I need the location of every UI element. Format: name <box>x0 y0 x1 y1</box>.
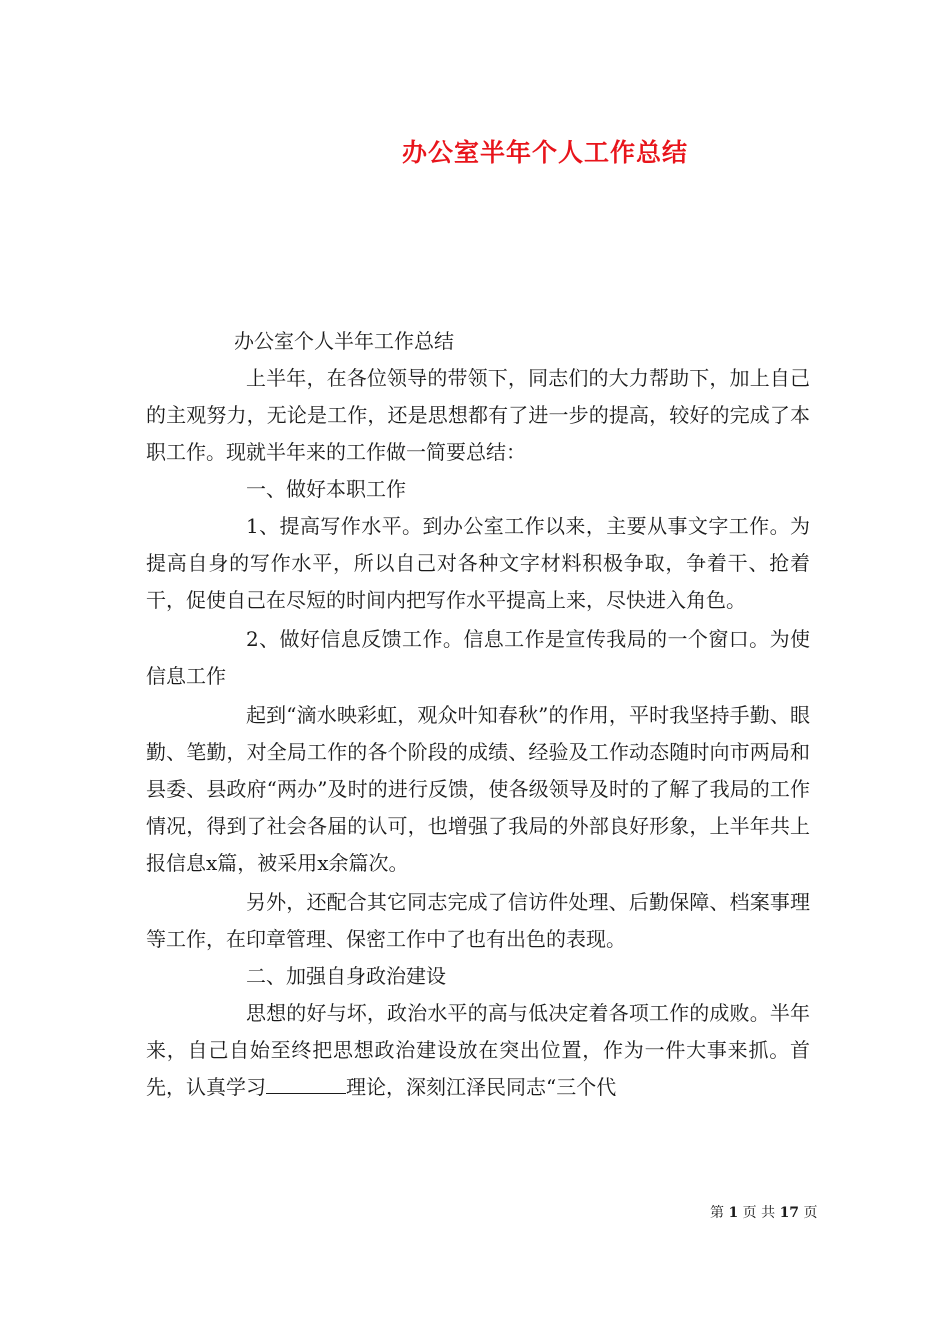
page-footer <box>710 1202 818 1222</box>
document-body <box>146 323 810 1106</box>
footer-total-pages: 17 <box>779 1205 800 1221</box>
paragraph-1-4: 另外，还配合其它同志完成了信访件处理、后勤保障、档案事理等工作，在印章管理、保密工作中了也有出色的表现。 <box>146 890 810 951</box>
paragraph-2-1 <box>146 995 810 1106</box>
document-subtitle: 办公室个人半年工作总结 <box>234 329 454 353</box>
paragraph-2-1-start: 思想的好与坏，政治水平的高与低决定着各项工作的成败。半年来，自己自始至终把思想政治建设放在突出位置，作为一件大事来抓。首先，认真学习 <box>146 1001 810 1099</box>
footer-prefix: 第 <box>710 1205 724 1221</box>
fill-in-blank <box>266 1075 346 1094</box>
document-title: 办公室半年个人工作总结 <box>401 138 688 167</box>
footer-page-number: 1 <box>728 1205 739 1221</box>
paragraph-1-1: 1、提高写作水平。到办公室工作以来，主要从事文字工作。为提高自身的写作水平，所以自己对各种文字材料积极争取，争着干、抢着干，促使自己在尽短的时间内把写作水平提高上来，尽快进入角色。 <box>146 514 810 612</box>
paragraph-2-1-end: 理论，深刻江泽民同志“三个代 <box>346 1075 617 1099</box>
section-heading-2: 二、加强自身政治建设 <box>246 964 446 988</box>
footer-middle: 页 共 <box>742 1205 776 1221</box>
paragraph-1-2: 2、做好信息反馈工作。信息工作是宣传我局的一个窗口。为使信息工作 <box>146 627 810 688</box>
footer-suffix: 页 <box>803 1205 818 1221</box>
paragraph-intro: 上半年，在各位领导的带领下，同志们的大力帮助下，加上自己的主观努力，无论是工作，还是思想都有了进一步的提高，较好的完成了本职工作。现就半年来的工作做一简要总结： <box>146 366 810 464</box>
section-heading-1: 一、做好本职工作 <box>246 477 406 501</box>
paragraph-1-3: 起到“滴水映彩虹，观众叶知春秋”的作用，平时我坚持手勤、眼勤、笔勤，对全局工作的各个阶段的成绩、经验及工作动态随时向市两局和县委、县政府“两办”及时的进行反馈，使各级领导及时的了解了我局的工作情况，得到了社会各届的认可，也增强了我局的外部良好形象，上半年共上报信息x篇，被采用x余篇次。 <box>146 703 810 875</box>
